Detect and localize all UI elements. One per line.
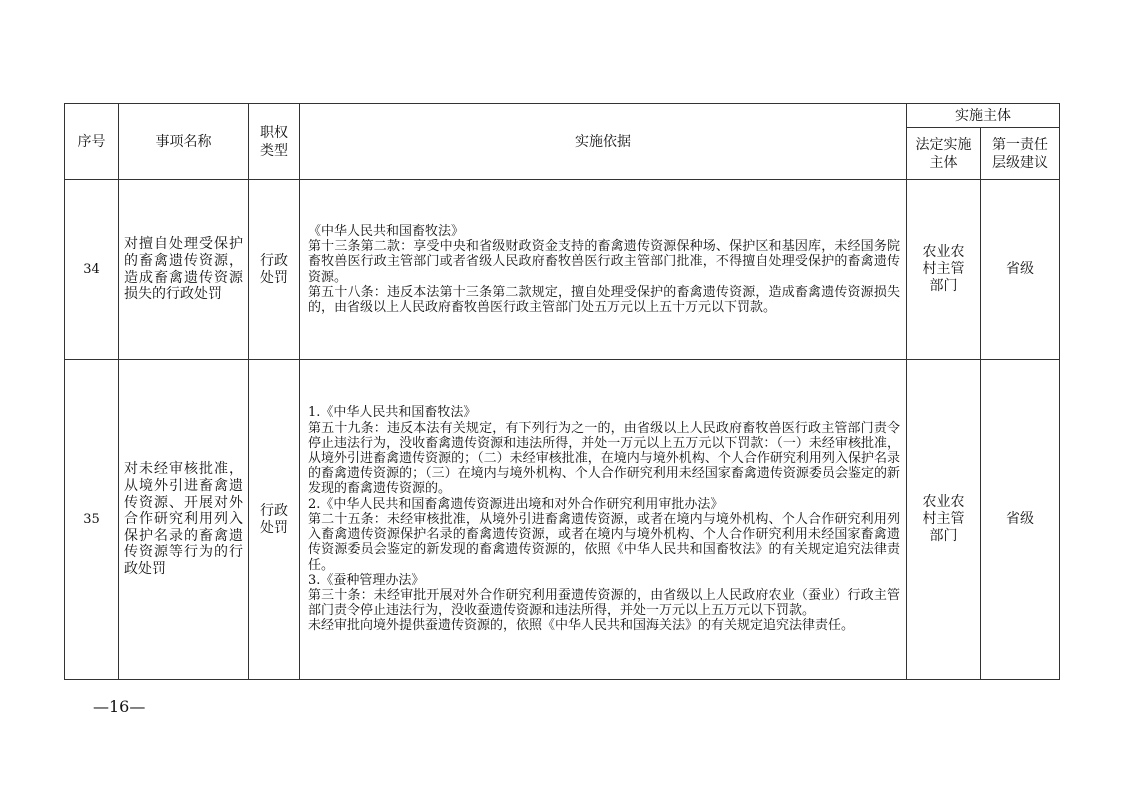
page-number: —16— <box>93 697 146 716</box>
row-seq: 34 <box>65 180 119 360</box>
basis-paragraph: 第十三条第二款：享受中央和省级财政资金支持的畜禽遗传资源保种场、保护区和基因库，未经国务院畜牧兽医行政主管部门或者省级人民政府畜牧兽医行政主管部门批准，不得擅自处理受保护的畜禽遗传资源。 <box>308 239 900 285</box>
basis-paragraph: 第五十八条：违反本法第十三条第二款规定，擅自处理受保护的畜禽遗传资源，造成畜禽遗传资源损失的，由省级以上人民政府畜牧兽医行政主管部门处五万元以上五十万元以下罚款。 <box>308 284 900 315</box>
basis-paragraph: 3.《蚕种管理办法》 <box>308 572 425 588</box>
row-basis <box>300 180 907 360</box>
row-basis <box>300 360 907 680</box>
row-item-name: 对未经审核批准，从境外引进畜禽遗传资源、开展对外合作研究利用列入保护名录的畜禽遗传资源等行为的行政处罚 <box>119 360 249 680</box>
table-row <box>65 360 1060 680</box>
row-legal-subject: 农业农村主管部门 <box>907 360 981 680</box>
header-item-name: 事项名称 <box>119 104 249 180</box>
row-first-level: 省级 <box>981 180 1060 360</box>
header-power-type: 职权类型 <box>249 104 300 180</box>
header-seq: 序号 <box>65 104 119 180</box>
header-basis: 实施依据 <box>300 104 907 180</box>
enforcement-items-table <box>64 103 1060 680</box>
row-power-type: 行政处罚 <box>249 180 300 360</box>
header-subject: 实施主体 <box>907 104 1060 128</box>
row-legal-subject: 农业农村主管部门 <box>907 180 981 360</box>
basis-paragraph: 第五十九条：违反本法有关规定，有下列行为之一的，由省级以上人民政府畜牧兽医行政主管部门责令停止违法行为，没收畜禽遗传资源和违法所得，并处一万元以上五万元以下罚款：（一）未经审核批准，从境外引进畜禽遗传资源的；（二）未经审核批准，在境内与境外机构、个人合作研究利用列入保护名录的畜禽遗传资源的；（三）在境内与境外机构、个人合作研究利用未经国家畜禽遗传资源委员会鉴定的新发现的畜禽遗传资源的。 <box>308 420 900 497</box>
basis-paragraph: 1.《中华人民共和国畜牧法》 <box>308 405 477 421</box>
header-first-level: 第一责任层级建议 <box>981 128 1060 180</box>
basis-paragraph: 第二十五条：未经审核批准，从境外引进畜禽遗传资源，或者在境内与境外机构、个人合作研究利用列入畜禽遗传资源保护名录的畜禽遗传资源，或者在境内与境外机构、个人合作研究利用未经国家畜禽遗传资源委员会鉴定的新发现的畜禽遗传资源的，依照《中华人民共和国畜牧法》的有关规定追究法律责任。 <box>308 511 900 573</box>
header-legal-subject: 法定实施主体 <box>907 128 981 180</box>
basis-paragraph: 未经审批向境外提供蚕遗传资源的，依照《中华人民共和国海关法》的有关规定追究法律责任。 <box>308 618 855 634</box>
basis-paragraph: 《中华人民共和国畜牧法》 <box>308 223 465 239</box>
row-first-level: 省级 <box>981 360 1060 680</box>
basis-paragraph: 第三十条：未经审批开展对外合作研究利用蚕遗传资源的，由省级以上人民政府农业（蚕业）行政主管部门责令停止违法行为，没收蚕遗传资源和违法所得，并处一万元以上五万元以下罚款。 <box>308 587 900 619</box>
basis-paragraph: 2.《中华人民共和国畜禽遗传资源进出境和对外合作研究利用审批办法》 <box>308 496 724 512</box>
row-seq: 35 <box>65 360 119 680</box>
table-row <box>65 180 1060 360</box>
row-item-name: 对擅自处理受保护的畜禽遗传资源，造成畜禽遗传资源损失的行政处罚 <box>119 180 249 360</box>
row-power-type: 行政处罚 <box>249 360 300 680</box>
